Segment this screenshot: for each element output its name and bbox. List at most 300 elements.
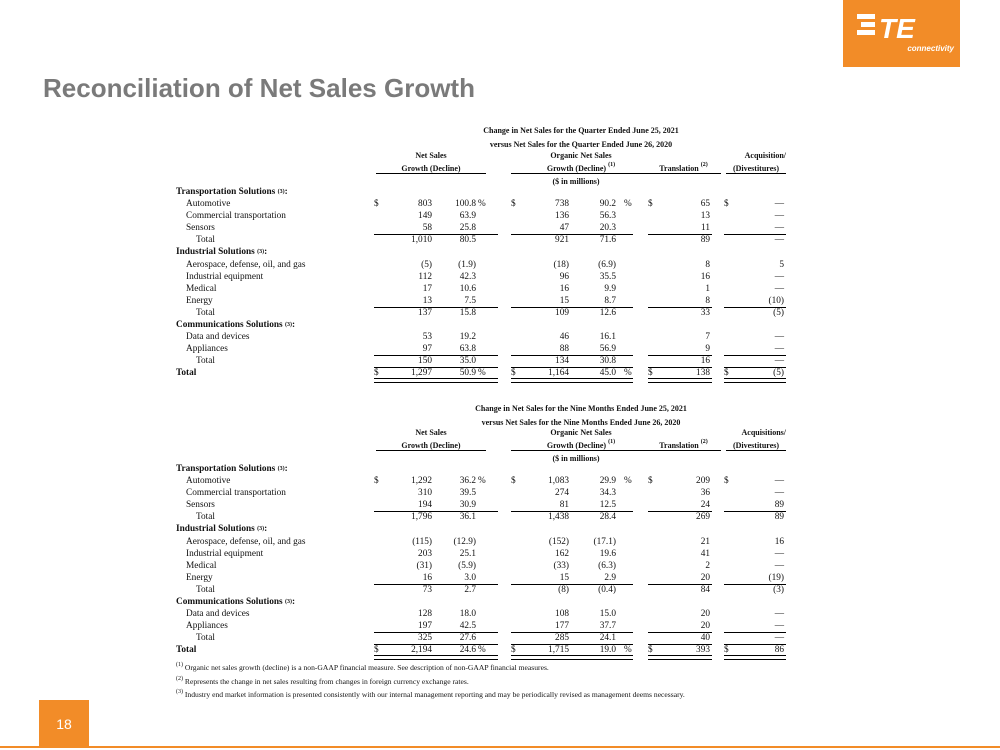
units-header: ($ in millions) <box>552 454 600 463</box>
table-cell: 17 <box>422 283 432 294</box>
underline-rule <box>374 644 498 645</box>
underline-rule <box>374 584 498 585</box>
table-cell: % <box>624 368 632 379</box>
row-label: Sensors <box>186 223 215 234</box>
double-underline-rule <box>511 378 633 383</box>
table-cell: 28.4 <box>599 512 616 523</box>
table-cell: — <box>774 199 784 210</box>
underline-rule <box>648 511 712 512</box>
te-connectivity-logo <box>843 0 960 67</box>
table-cell: (3) <box>773 584 784 595</box>
table-cell: — <box>774 609 784 620</box>
table-row <box>176 198 786 210</box>
row-label: Aerospace, defense, oil, and gas <box>186 259 306 270</box>
section-row <box>176 246 786 258</box>
table-cell: (31) <box>416 560 432 571</box>
table-cell: 15.0 <box>599 609 616 620</box>
total-row <box>176 307 786 319</box>
acquisition-header: (Divestitures) <box>726 441 786 451</box>
table-cell: $ <box>511 476 516 487</box>
row-label: Communications Solutions $^{(3)}$: <box>176 597 296 608</box>
row-label: Transportation Solutions $^{(3)}$: <box>176 464 288 474</box>
underline-rule <box>648 307 712 308</box>
table-cell: 89 <box>774 512 784 523</box>
double-underline-rule <box>374 655 498 660</box>
net-sales-header: Growth (Decline) <box>376 164 486 174</box>
table-cell: 2.7 <box>464 584 476 595</box>
table-row <box>176 608 786 620</box>
table-caption: Change in Net Sales for the Quarter Ended June 25, 2021 <box>483 126 679 135</box>
table-cell: 27.6 <box>459 633 476 644</box>
bottom-rule <box>0 746 1000 748</box>
row-label: Sensors <box>186 500 215 511</box>
table-cell: 13 <box>422 295 432 306</box>
table-cell: 12.5 <box>599 500 616 511</box>
table-cell: 15 <box>559 295 569 306</box>
table-cell: 150 <box>418 356 432 367</box>
underline-rule <box>374 367 498 368</box>
table-row <box>176 572 786 584</box>
table-cell: $ <box>511 368 516 379</box>
table-row <box>176 271 786 283</box>
underline-rule <box>648 584 712 585</box>
table-cell: 137 <box>418 307 432 318</box>
footnote: $^{(2)}$ Represents the change in net sales resulting from changes in foreign currency exchange rates. <box>176 675 469 686</box>
section-row <box>176 319 786 331</box>
acquisition-header: Acquisitions/ <box>741 428 786 437</box>
underline-rule <box>511 644 633 645</box>
table-cell: 16 <box>700 271 710 282</box>
row-label: Energy <box>186 295 213 306</box>
table-cell: 3.0 <box>464 572 476 583</box>
underline-rule <box>648 632 712 633</box>
table-cell: 803 <box>418 199 432 210</box>
underline-rule <box>511 584 633 585</box>
section-row <box>176 463 786 475</box>
table-cell: 12.6 <box>599 307 616 318</box>
table-cell: 24.6 <box>459 645 476 656</box>
table-cell: 30.8 <box>599 356 616 367</box>
table-cell: 42.3 <box>459 271 476 282</box>
row-label: Automotive <box>186 476 231 487</box>
table-cell: $ <box>724 368 729 379</box>
table-cell: 33 <box>700 307 710 318</box>
te-logo-mark <box>843 0 960 67</box>
table-cell: 1 <box>705 283 710 294</box>
table-cell: 109 <box>555 307 569 318</box>
table-cell: $ <box>724 645 729 656</box>
table-cell: 325 <box>418 633 432 644</box>
row-label: Total <box>196 307 215 318</box>
table-cell: 10.6 <box>459 283 476 294</box>
underline-rule <box>374 234 498 235</box>
underline-rule <box>511 355 633 356</box>
underline-rule <box>648 234 712 235</box>
page-number: 18 <box>39 700 89 748</box>
table-row <box>176 343 786 355</box>
row-label: Total <box>176 368 197 379</box>
row-label: Automotive <box>186 199 231 210</box>
section-row <box>176 186 786 198</box>
row-label: Industrial equipment <box>186 548 264 559</box>
table-cell: — <box>774 560 784 571</box>
table-cell: $ <box>648 645 653 656</box>
footnotes <box>176 661 816 702</box>
table-cell: $ <box>648 476 653 487</box>
table-cell: % <box>478 476 486 487</box>
table-cell: $ <box>374 199 379 210</box>
table-cell: 16 <box>700 356 710 367</box>
table-cell: 8 <box>705 295 710 306</box>
table-cell: 86 <box>774 645 784 656</box>
table-cell: 20 <box>700 621 710 632</box>
row-label: Total <box>196 584 215 595</box>
table-cell: (1.9) <box>458 259 476 270</box>
table-cell: 11 <box>701 223 710 234</box>
table-cell: 393 <box>696 645 710 656</box>
organic-header: Organic Net Sales <box>550 151 612 160</box>
row-label: Total <box>176 645 197 656</box>
table-cell: — <box>774 356 784 367</box>
table-cell: 40 <box>700 633 710 644</box>
table-row <box>176 331 786 343</box>
table-cell: — <box>774 621 784 632</box>
table-cell: 29.9 <box>599 476 616 487</box>
row-label: Commercial transportation <box>186 488 286 499</box>
table-cell: 36 <box>700 488 710 499</box>
translation-header: Translation $^{(2)}$ <box>646 164 721 174</box>
row-label: Appliances <box>186 621 228 632</box>
acquisition-header: Acquisition/ <box>744 151 786 160</box>
table-row <box>176 259 786 271</box>
table-row <box>176 475 786 487</box>
logo-subtext: connectivity <box>907 44 954 53</box>
table-cell: (17.1) <box>593 536 616 547</box>
table-cell: 84 <box>700 584 710 595</box>
table-cell: 16 <box>559 283 569 294</box>
table-cell: 921 <box>555 235 569 246</box>
table-cell: — <box>774 548 784 559</box>
units-header: ($ in millions) <box>552 177 600 186</box>
table-cell: 274 <box>555 488 569 499</box>
section-row <box>176 596 786 608</box>
table-cell: 35.0 <box>459 356 476 367</box>
underline-rule <box>511 234 633 235</box>
table-caption: Change in Net Sales for the Nine Months Ended June 25, 2021 <box>475 404 687 413</box>
table-cell: 2.9 <box>604 572 616 583</box>
row-label: Commercial transportation <box>186 211 286 222</box>
page-title: Reconciliation of Net Sales Growth <box>43 73 475 103</box>
table-body <box>176 186 786 380</box>
table-cell: 1,164 <box>548 368 569 379</box>
table-cell: 20.3 <box>599 223 616 234</box>
table-cell: 149 <box>418 211 432 222</box>
table-cell: 71.6 <box>599 235 616 246</box>
table-body <box>176 463 786 657</box>
table-cell: (12.9) <box>453 536 476 547</box>
underline-rule <box>648 644 712 645</box>
total-row <box>176 511 786 523</box>
table-cell: 108 <box>555 609 569 620</box>
table-cell: 56.9 <box>599 344 616 355</box>
underline-rule <box>511 307 633 308</box>
double-underline-rule <box>724 655 786 660</box>
table-cell: 36.1 <box>459 512 476 523</box>
table-cell: 34.3 <box>599 488 616 499</box>
table-cell: 285 <box>555 633 569 644</box>
table-cell: $ <box>374 645 379 656</box>
table-row <box>176 548 786 560</box>
underline-rule <box>511 367 633 368</box>
underline-rule <box>648 355 712 356</box>
table-cell: 310 <box>418 488 432 499</box>
double-underline-rule <box>648 378 712 383</box>
underline-rule <box>374 307 498 308</box>
organic-header: Growth (Decline) $^{(1)}$ <box>511 164 651 174</box>
net-sales-header: Growth (Decline) <box>376 441 486 451</box>
table-cell: — <box>774 344 784 355</box>
underline-rule <box>374 632 498 633</box>
table-cell: 112 <box>418 271 432 282</box>
table-cell: 63.8 <box>459 344 476 355</box>
underline-rule <box>724 511 786 512</box>
table-cell: 19.0 <box>599 645 616 656</box>
table-cell: 1,292 <box>411 476 432 487</box>
underline-rule <box>724 632 786 633</box>
table-cell: 46 <box>559 332 569 343</box>
table-row <box>176 536 786 548</box>
table-row <box>176 560 786 572</box>
table-cell: 2 <box>705 560 710 571</box>
table-cell: (152) <box>548 536 569 547</box>
table-cell: $ <box>374 476 379 487</box>
table-row <box>176 487 786 499</box>
table-cell: 197 <box>418 621 432 632</box>
table-cell: (5) <box>773 307 784 318</box>
section-row <box>176 523 786 535</box>
table-cell: 20 <box>700 609 710 620</box>
table-cell: — <box>774 476 784 487</box>
table-cell: 37.7 <box>599 621 616 632</box>
table-cell: 1,083 <box>548 476 569 487</box>
table-cell: 18.0 <box>459 609 476 620</box>
table-cell: 13 <box>700 211 710 222</box>
row-label: Total <box>196 512 215 523</box>
grand-total-row <box>176 644 786 656</box>
row-label: Medical <box>186 560 217 571</box>
row-label: Appliances <box>186 344 228 355</box>
table-cell: (10) <box>768 295 784 306</box>
table-cell: — <box>774 332 784 343</box>
row-label: Medical <box>186 283 217 294</box>
row-label: Communications Solutions $^{(3)}$: <box>176 320 296 331</box>
row-label: Total <box>196 356 215 367</box>
table-cell: 1,438 <box>548 512 569 523</box>
table-cell: % <box>624 476 632 487</box>
table-cell: 7 <box>705 332 710 343</box>
table-cell: 7.5 <box>464 295 476 306</box>
table-cell: 19.2 <box>459 332 476 343</box>
row-label: Data and devices <box>186 609 250 620</box>
table-cell: 15.8 <box>459 307 476 318</box>
organic-header: Growth (Decline) $^{(1)}$ <box>511 441 651 451</box>
table-cell: 24.1 <box>599 633 616 644</box>
table-cell: 19.6 <box>599 548 616 559</box>
table-cell: 81 <box>559 500 569 511</box>
table-cell: 56.3 <box>599 211 616 222</box>
table-cell: — <box>774 633 784 644</box>
table-caption: versus Net Sales for the Nine Months Ended June 26, 2020 <box>481 418 681 427</box>
organic-header: Organic Net Sales <box>550 428 612 437</box>
row-label: Aerospace, defense, oil, and gas <box>186 536 306 547</box>
table-cell: — <box>774 223 784 234</box>
table-cell: 269 <box>696 512 710 523</box>
underline-rule <box>724 307 786 308</box>
table-cell: 134 <box>555 356 569 367</box>
underline-rule <box>374 355 498 356</box>
underline-rule <box>724 367 786 368</box>
table-row <box>176 210 786 222</box>
footnote: $^{(3)}$ Industry end market information is presented consistently with our internal management reporting and may be periodically revised as management deems necessary. <box>176 689 685 699</box>
table-cell: $ <box>724 476 729 487</box>
table-row <box>176 620 786 632</box>
table-cell: 80.5 <box>459 235 476 246</box>
acquisition-header: (Divestitures) <box>726 164 786 174</box>
table-cell: (5.9) <box>458 560 476 571</box>
table-cell: 25.8 <box>459 223 476 234</box>
table-cell: 25.1 <box>459 548 476 559</box>
total-row <box>176 355 786 367</box>
double-underline-rule <box>724 378 786 383</box>
double-underline-rule <box>648 655 712 660</box>
table-cell: (6.9) <box>598 259 616 270</box>
table-cell: 5 <box>779 259 784 270</box>
table-cell: 209 <box>696 476 710 487</box>
table-cell: — <box>774 271 784 282</box>
table-cell: % <box>624 199 632 210</box>
table-row <box>176 222 786 234</box>
table-cell: (5) <box>421 259 432 270</box>
table-cell: — <box>774 211 784 222</box>
table-cell: (19) <box>768 572 784 583</box>
row-label: Total <box>196 633 215 644</box>
underline-rule <box>724 644 786 645</box>
table-cell: 89 <box>700 235 710 246</box>
table-cell: 88 <box>559 344 569 355</box>
total-row <box>176 584 786 596</box>
total-row <box>176 632 786 644</box>
table-cell: 15 <box>559 572 569 583</box>
table-cell: 1,715 <box>548 645 569 656</box>
table-cell: 1,010 <box>411 235 432 246</box>
table-cell: 63.9 <box>459 211 476 222</box>
table-cell: 96 <box>559 271 569 282</box>
table-row <box>176 295 786 307</box>
total-row <box>176 234 786 246</box>
table-cell: 162 <box>555 548 569 559</box>
table-cell: $ <box>724 199 729 210</box>
table-cell: (8) <box>558 584 569 595</box>
table-cell: $ <box>648 368 653 379</box>
table-cell: 89 <box>774 500 784 511</box>
table-cell: 138 <box>696 368 710 379</box>
table-cell: (18) <box>553 259 569 270</box>
row-label: Transportation Solutions $^{(3)}$: <box>176 187 288 197</box>
table-cell: $ <box>511 645 516 656</box>
table-cell: 50.9 <box>459 368 476 379</box>
footnote: $^{(1)}$ Organic net sales growth (decline) is a non-GAAP financial measure. See description of non-GAAP financial measures. <box>176 662 549 672</box>
grand-total-row <box>176 367 786 379</box>
table-cell: 90.2 <box>599 199 616 210</box>
table-cell: $ <box>511 199 516 210</box>
table-cell: (6.3) <box>598 560 616 571</box>
underline-rule <box>511 632 633 633</box>
table-cell: % <box>478 645 486 656</box>
table-cell: 1,796 <box>411 512 432 523</box>
logo-text: TE <box>879 13 915 44</box>
table-cell: — <box>774 283 784 294</box>
row-label: Total <box>196 235 215 246</box>
underline-rule <box>648 367 712 368</box>
underline-rule <box>724 584 786 585</box>
table-cell: 9.9 <box>604 283 616 294</box>
table-cell: 8 <box>705 259 710 270</box>
table-row <box>176 283 786 295</box>
table-cell: 53 <box>422 332 432 343</box>
table-cell: — <box>774 488 784 499</box>
row-label: Industrial Solutions $^{(3)}$: <box>176 247 268 258</box>
table-cell: 73 <box>422 584 432 595</box>
table-cell: 1,297 <box>411 368 432 379</box>
translation-header: Translation $^{(2)}$ <box>646 441 721 451</box>
table-cell: 21 <box>700 536 710 547</box>
row-label: Energy <box>186 572 213 583</box>
table-cell: 20 <box>700 572 710 583</box>
table-cell: 24 <box>700 500 710 511</box>
table-cell: 128 <box>418 609 432 620</box>
table-cell: % <box>624 645 632 656</box>
table-cell: 41 <box>700 548 710 559</box>
table-cell: % <box>478 368 486 379</box>
table-cell: 35.5 <box>599 271 616 282</box>
table-cell: 36.2 <box>459 476 476 487</box>
underline-rule <box>511 511 633 512</box>
table-cell: $ <box>648 199 653 210</box>
double-underline-rule <box>374 378 498 383</box>
table-cell: — <box>774 235 784 246</box>
underline-rule <box>724 355 786 356</box>
table-cell: 39.5 <box>459 488 476 499</box>
table-row <box>176 499 786 511</box>
table-cell: (5) <box>773 368 784 379</box>
net-sales-header: Net Sales <box>415 151 447 160</box>
table-cell: 9 <box>705 344 710 355</box>
table-cell: 203 <box>418 548 432 559</box>
row-label: Industrial equipment <box>186 271 264 282</box>
row-label: Industrial Solutions $^{(3)}$: <box>176 524 268 535</box>
table-cell: 58 <box>422 223 432 234</box>
table-cell: $ <box>374 368 379 379</box>
table-cell: (0.4) <box>598 584 616 595</box>
table-cell: 16 <box>422 572 432 583</box>
table-cell: 2,194 <box>411 645 432 656</box>
table-cell: 136 <box>555 211 569 222</box>
table-cell: 42.5 <box>459 621 476 632</box>
table-cell: 65 <box>700 199 710 210</box>
table-cell: 738 <box>555 199 569 210</box>
underline-rule <box>724 234 786 235</box>
net-sales-header: Net Sales <box>415 428 447 437</box>
